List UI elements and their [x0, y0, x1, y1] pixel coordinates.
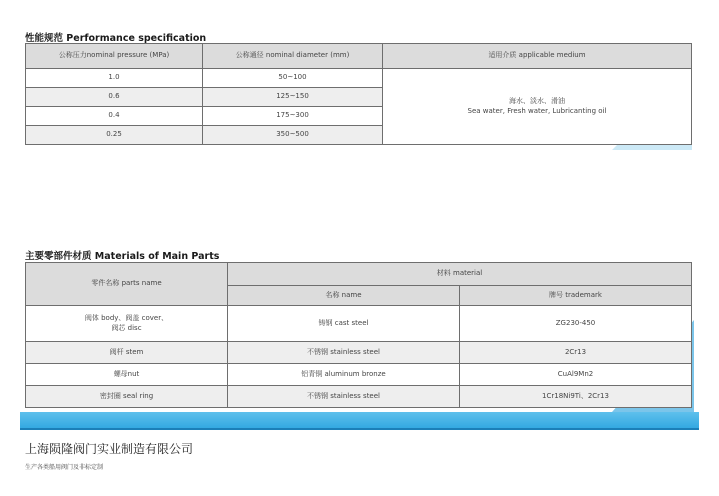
diameter-cell: 175~300	[203, 107, 383, 126]
materials-table	[25, 262, 692, 408]
table-header-row	[26, 44, 692, 69]
trademark-cell: ZG230-450	[460, 306, 692, 342]
medium-en: Sea water, Fresh water, Lubricanting oil	[467, 106, 607, 115]
table-row	[26, 364, 692, 386]
material-name-cell: 不锈钢 stainless steel	[228, 386, 460, 408]
performance-title: 性能规范 Performance specification	[25, 33, 207, 44]
part-cell: 螺母nut	[26, 364, 228, 386]
header-material: 材料 material	[228, 263, 692, 286]
header-parts-name: 零件名称 parts name	[26, 263, 228, 306]
header-pressure: 公称压力nominal pressure (MPa)	[26, 44, 203, 69]
diameter-cell: 125~150	[203, 88, 383, 107]
part-line: 阀芯 disc	[111, 323, 142, 332]
header-medium: 适用介质 applicable medium	[383, 44, 692, 69]
footer-bar-line	[20, 428, 699, 430]
diameter-cell: 50~100	[203, 69, 383, 88]
table-row	[26, 342, 692, 364]
pressure-cell: 0.6	[26, 88, 203, 107]
material-name-cell: 不锈钢 stainless steel	[228, 342, 460, 364]
material-name-cell: 铸钢 cast steel	[228, 306, 460, 342]
trademark-cell: CuAl9Mn2	[460, 364, 692, 386]
materials-title: 主要零部件材质 Materials of Main Parts	[25, 251, 220, 262]
part-cell: 密封圈 seal ring	[26, 386, 228, 408]
table-row	[26, 386, 692, 408]
trademark-cell: 1Cr18Ni9Ti、2Cr13	[460, 386, 692, 408]
part-cell: 阀杆 stem	[26, 342, 228, 364]
header-name: 名称 name	[228, 286, 460, 306]
diameter-cell: 350~500	[203, 126, 383, 145]
table-header-row	[26, 263, 692, 286]
table-row	[26, 306, 692, 342]
trademark-cell: 2Cr13	[460, 342, 692, 364]
medium-cn: 海水、淡水、滑油	[509, 97, 565, 106]
header-diameter: 公称通径 nominal diameter (mm)	[203, 44, 383, 69]
pressure-cell: 1.0	[26, 69, 203, 88]
table-row	[26, 69, 692, 88]
pressure-cell: 0.4	[26, 107, 203, 126]
part-cell	[26, 306, 228, 342]
company-slogan: 生产各类船用阀门及非标定制	[25, 464, 104, 471]
material-name-cell: 铝青铜 aluminum bronze	[228, 364, 460, 386]
performance-table	[25, 43, 692, 145]
medium-cell	[383, 69, 692, 145]
company-name: 上海陨隆阀门实业制造有限公司	[25, 442, 194, 456]
header-trademark: 牌号 trademark	[460, 286, 692, 306]
part-line: 阀体 body、阀盖 cover、	[84, 314, 169, 323]
pressure-cell: 0.25	[26, 126, 203, 145]
